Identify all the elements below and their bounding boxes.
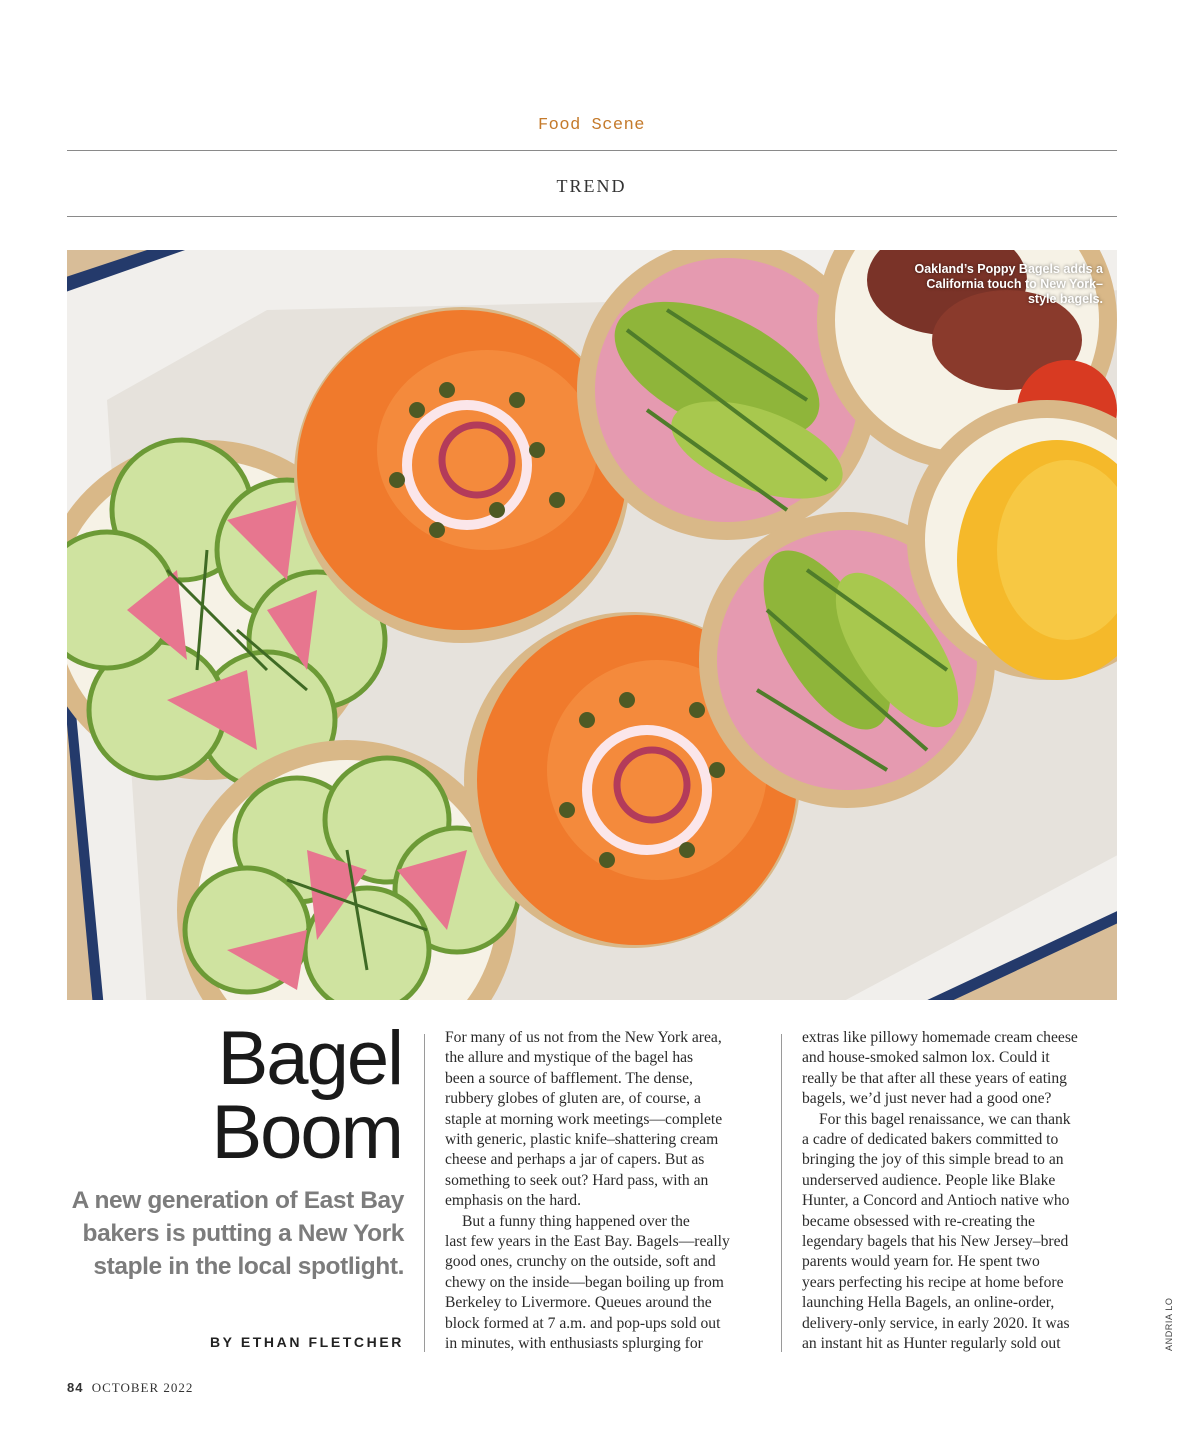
body-line: Berkeley to Livermore. Queues around the bbox=[445, 1294, 712, 1312]
body-line: bagels, we’d just never had a good one? bbox=[802, 1090, 1052, 1108]
body-line: really be that after all these years of eating bbox=[802, 1069, 1067, 1087]
body-line: legendary bagels that his New Jersey–bred bbox=[802, 1233, 1069, 1251]
header-bottom-rule bbox=[67, 216, 1117, 217]
body-line: parents would yearn for. He spent two bbox=[802, 1253, 1040, 1271]
header-top-rule bbox=[67, 150, 1117, 151]
column-rule-1 bbox=[424, 1034, 425, 1352]
body-line: last few years in the East Bay. Bagels—really bbox=[445, 1233, 730, 1251]
body-line: For many of us not from the New York area, bbox=[445, 1029, 722, 1046]
column-rule-2 bbox=[781, 1034, 782, 1352]
body-line: became obsessed with re-creating the bbox=[802, 1212, 1035, 1230]
trend-kicker: TREND bbox=[556, 176, 627, 196]
headline-line-1: Bagel bbox=[217, 1016, 402, 1101]
body-column-2 bbox=[802, 1028, 1124, 1355]
body-line: For this bagel renaissance, we can thank bbox=[819, 1110, 1071, 1128]
body-line: delivery-only service, in early 2020. It was bbox=[802, 1314, 1070, 1332]
body-line: chewy on the inside—began boiling up from bbox=[445, 1273, 724, 1291]
headline bbox=[67, 1016, 402, 1175]
issue-date: OCTOBER 2022 bbox=[91, 1380, 194, 1395]
photo-caption: Oakland’s Poppy Bagels adds a California touch to New York–style bagels. bbox=[914, 262, 1103, 306]
body-line: cheese and perhaps a jar of capers. But as bbox=[445, 1151, 705, 1169]
bagel-photo bbox=[67, 250, 1117, 1000]
body-line: block formed at 7 a.m. and pop-ups sold out bbox=[445, 1314, 721, 1332]
lox-bagel-1 bbox=[294, 307, 630, 643]
body-line: an instant hit as Hunter regularly sold out bbox=[802, 1335, 1061, 1353]
body-line: Hunter, a Concord and Antioch native who bbox=[802, 1192, 1070, 1210]
body-line: something to seek out? Hard pass, with an bbox=[445, 1171, 709, 1189]
body-line: with generic, plastic knife–shattering cream bbox=[445, 1131, 719, 1149]
body-line: bringing the joy of this simple bread to an bbox=[802, 1151, 1064, 1169]
body-line: years perfecting his recipe at home before bbox=[802, 1273, 1064, 1291]
body-line: a cadre of dedicated bakers committed to bbox=[802, 1131, 1059, 1149]
body-line: good ones, crunchy on the outside, soft and bbox=[445, 1253, 716, 1271]
body-line: extras like pillowy homemade cream cheese bbox=[802, 1029, 1078, 1046]
body-line: the allure and mystique of the bagel has bbox=[445, 1049, 694, 1067]
body-line: emphasis on the hard. bbox=[445, 1192, 581, 1210]
dek: A new generation of East Bay bakers is putting a New York staple in the local spotlight. bbox=[71, 1187, 404, 1280]
bagel-illustration bbox=[67, 250, 1117, 1000]
photo-credit bbox=[1163, 1297, 1175, 1352]
page-number: 84 bbox=[67, 1380, 84, 1395]
photo-credit-text: ANDRIA LO bbox=[1164, 1297, 1174, 1351]
body-line: launching Hella Bagels, an online-order, bbox=[802, 1294, 1055, 1312]
byline: BY ETHAN FLETCHER bbox=[209, 1334, 404, 1350]
body-line: been a source of bafflement. The dense, bbox=[445, 1069, 693, 1087]
body-line: underserved audience. People like Blake bbox=[802, 1171, 1056, 1189]
body-line: staple at morning work meetings—complete bbox=[445, 1110, 723, 1128]
body-column-1 bbox=[445, 1028, 765, 1355]
headline-line-2: Boom bbox=[211, 1090, 402, 1175]
section-label: Food Scene bbox=[537, 116, 646, 135]
body-line: rubbery globes of gluten are, of course, a bbox=[445, 1090, 701, 1108]
folio bbox=[67, 1380, 193, 1396]
body-line: and house-smoked salmon lox. Could it bbox=[802, 1049, 1050, 1067]
body-line: in minutes, with enthusiasts splurging for bbox=[445, 1335, 703, 1353]
body-line: But a funny thing happened over the bbox=[462, 1212, 690, 1230]
